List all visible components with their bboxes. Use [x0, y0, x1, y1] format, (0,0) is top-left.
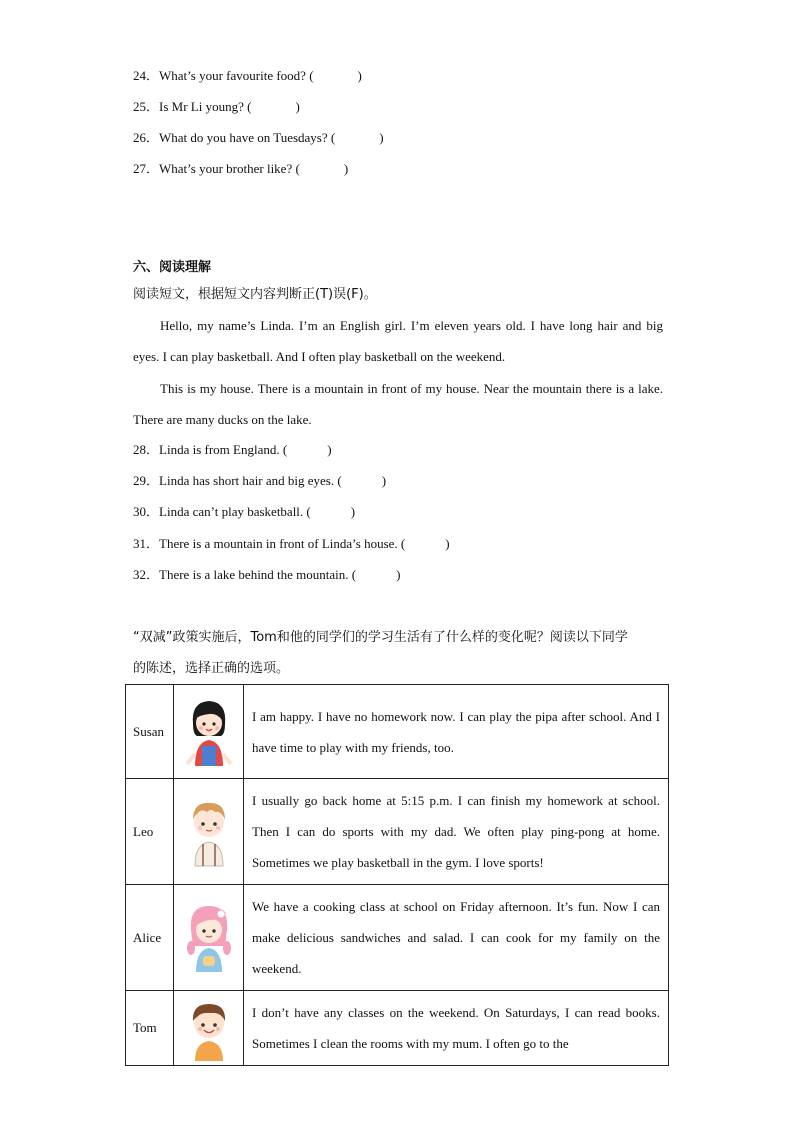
smiling-boy-avatar-icon: [181, 995, 237, 1061]
table-row: [126, 685, 669, 779]
question-text: Linda can’t play basketball. (: [159, 504, 311, 519]
question-29: [133, 471, 386, 491]
question-text: Is Mr Li young? (: [159, 99, 252, 114]
question-number: 28．: [133, 442, 160, 457]
bracket-close: ): [350, 504, 356, 519]
student-statement: I am happy. I have no homework now. I can play the pipa after school. And I have time to play with my friends, too.: [244, 685, 669, 779]
student-name: Alice: [126, 885, 174, 991]
question-text: There is a mountain in front of Linda’s house. (: [159, 536, 406, 551]
student-statement: I don’t have any classes on the weekend. On Saturdays, I can read books. Sometimes I clean the rooms with my mum. I often go to the: [244, 991, 669, 1066]
question-text: There is a lake behind the mountain. (: [159, 567, 357, 582]
section-intro-line-1: “双减”政策实施后，Tom和他的同学们的学习生活有了什么样的变化呢？阅读以下同学: [133, 630, 628, 645]
question-26: [133, 128, 384, 148]
student-name: Susan: [126, 685, 174, 779]
bracket-close: ): [381, 473, 387, 488]
question-24: [133, 66, 362, 86]
student-name: Leo: [126, 779, 174, 885]
question-25: [133, 97, 300, 117]
question-text: What’s your favourite food? (: [159, 68, 314, 83]
student-statement: I usually go back home at 5:15 p.m. I can finish my homework at school. Then I can do sports with my dad. We often play ping-pong at home. Sometimes we play basketball in the gym. I love sports!: [244, 779, 669, 885]
question-number: 30．: [133, 504, 160, 519]
student-statements-table: [125, 684, 669, 1066]
question-number: 26．: [133, 130, 160, 145]
question-number: 27．: [133, 161, 160, 176]
passage-paragraph-2: This is my house. There is a mountain in front of my house. Near the mountain there is a lake. There are many ducks on the lake.: [133, 381, 663, 427]
table-row: [126, 885, 669, 991]
question-28: [133, 440, 332, 460]
question-text: Linda has short hair and big eyes. (: [159, 473, 342, 488]
bracket-close: ): [396, 567, 401, 582]
pink-hair-girl-avatar-icon: [181, 900, 237, 976]
question-text: What do you have on Tuesdays? (: [159, 130, 336, 145]
section-heading: 六、阅读理解: [133, 260, 212, 275]
bracket-close: ): [379, 130, 384, 145]
girl-avatar-icon: [181, 694, 237, 770]
question-number: 25．: [133, 99, 160, 114]
student-name: Tom: [126, 991, 174, 1066]
passage-paragraph-1: Hello, my name’s Linda. I’m an English girl. I’m eleven years old. I have long hair and big eyes. I can play basketball. And I often play basketball on the weekend.: [133, 318, 663, 364]
bracket-close: ): [327, 442, 332, 457]
bracket-close: ): [357, 68, 362, 83]
question-number: 31．: [133, 536, 160, 551]
table-row: [126, 991, 669, 1066]
question-text: What’s your brother like? (: [159, 161, 300, 176]
bracket-close: ): [343, 161, 349, 176]
question-number: 32．: [133, 567, 160, 582]
question-32: [133, 565, 400, 585]
question-number: 24．: [133, 68, 160, 83]
question-text: Linda is from England. (: [159, 442, 288, 457]
section-instruction: 阅读短文，根据短文内容判断正(T)误(F)。: [133, 287, 377, 302]
question-31: [133, 534, 450, 554]
student-statement: We have a cooking class at school on Friday afternoon. It’s fun. Now I can make delicious sandwiches and salad. I can cook for my family on the weekend.: [244, 885, 669, 991]
question-30: [133, 502, 355, 522]
bracket-close: ): [445, 536, 450, 551]
question-number: 29．: [133, 473, 160, 488]
table-row: [126, 779, 669, 885]
question-27: [133, 159, 348, 179]
section-intro-line-2: 的陈述，选择正确的选项。: [133, 661, 290, 676]
boy-avatar-icon: [181, 794, 237, 870]
bracket-close: ): [295, 99, 300, 114]
